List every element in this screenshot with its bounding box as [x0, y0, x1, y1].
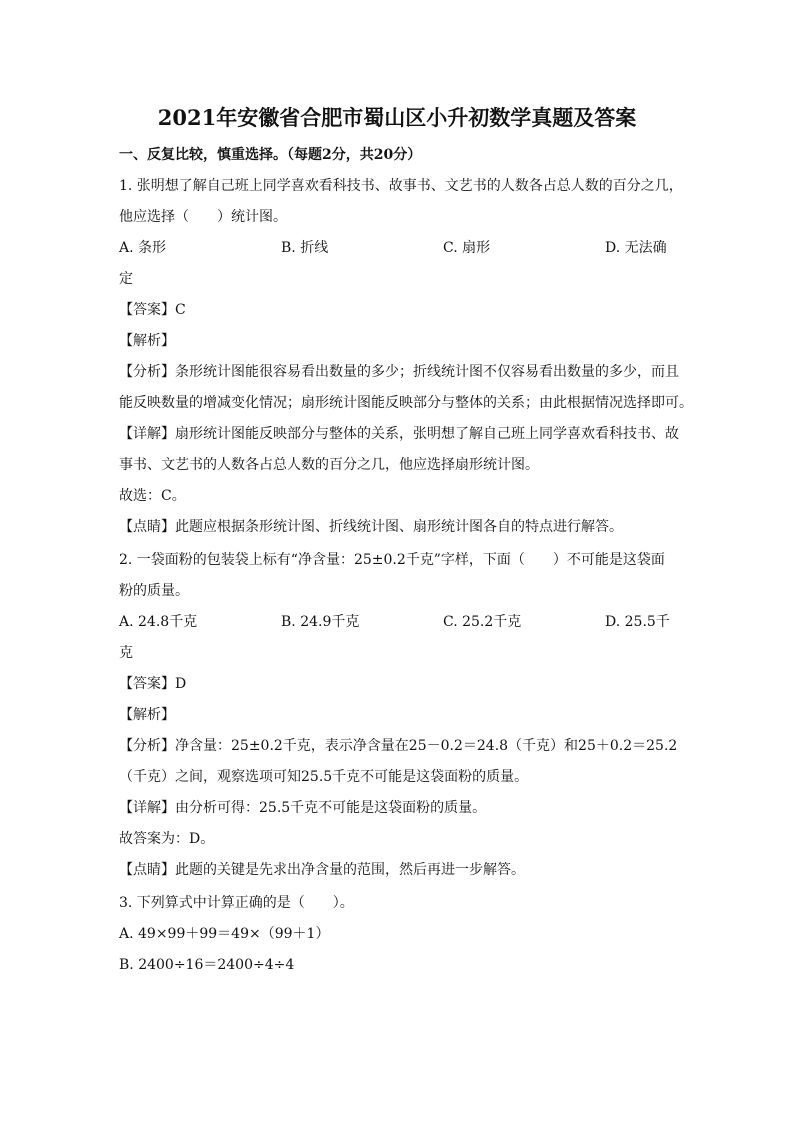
q1-option-d-continued: 定	[119, 271, 133, 287]
q1-xiangjie-line1: 【详解】扇形统计图能反映部分与整体的关系，张明想了解自己班上同学喜欢看科技书、故	[119, 426, 679, 442]
q2-fenxi-line2: （千克）之间，观察选项可知25.5千克不可能是这袋面粉的质量。	[119, 769, 529, 785]
q1-fenxi-line2: 能反映数量的增减变化情况；扇形统计图能反映部分与整体的关系；由此根据情况选择即可。	[119, 395, 693, 411]
section-heading: 一、反复比较，慎重选择。（每题2分，共20分）	[119, 147, 422, 163]
q2-answer: 【答案】D	[119, 676, 187, 692]
q3-option-b: B. 2400÷16＝2400÷4÷4	[119, 957, 295, 973]
q1-option-b: B. 折线	[281, 240, 329, 256]
q1-analysis-heading: 【解析】	[119, 333, 175, 349]
q2-text-line1: 2. 一袋面粉的包装袋上标有“净含量：25±0.2千克”字样，下面（ ）不可能是这袋面	[119, 552, 665, 568]
q2-text-line2: 粉的质量。	[119, 583, 189, 599]
q1-text-line2: 他应选择（ ）统计图。	[119, 209, 287, 225]
q1-fenxi-line1: 【分析】条形统计图能很容易看出数量的多少；折线统计图不仅容易看出数量的多少，而且	[119, 364, 679, 380]
q2-option-a: A. 24.8千克	[119, 614, 198, 630]
q1-xiangjie-line2: 事书、文艺书的人数各占总人数的百分之几，他应选择扇形统计图。	[119, 457, 539, 473]
q2-dianjing: 【点睛】此题的关键是先求出净含量的范围，然后再进一步解答。	[119, 862, 525, 878]
q1-text-line1: 1. 张明想了解自己班上同学喜欢看科技书、故事书、文艺书的人数各占总人数的百分之几，	[119, 178, 683, 194]
q2-option-b: B. 24.9千克	[281, 614, 360, 630]
q2-xiangjie-line1: 【详解】由分析可得：25.5千克不可能是这袋面粉的质量。	[119, 800, 487, 816]
q2-fenxi-line1: 【分析】净含量：25±0.2千克，表示净含量在25－0.2＝24.8（千克）和25＋0.2＝25.2	[119, 738, 678, 754]
q1-option-a: A. 条形	[119, 240, 167, 256]
q1-dianjing: 【点睛】此题应根据条形统计图、折线统计图、扇形统计图各自的特点进行解答。	[119, 519, 623, 535]
page-title: 2021年安徽省合肥市蜀山区小升初数学真题及答案	[157, 105, 637, 130]
q3-text-line1: 3. 下列算式中计算正确的是（ ）。	[119, 895, 354, 911]
q2-result: 故答案为：D。	[119, 831, 215, 847]
q3-option-a: A. 49×99＋99＝49×（99＋1）	[119, 926, 330, 942]
q2-analysis-heading: 【解析】	[119, 707, 175, 723]
q2-option-c: C. 25.2千克	[443, 614, 522, 630]
q2-option-d: D. 25.5千	[605, 614, 670, 630]
q1-option-c: C. 扇形	[443, 240, 491, 256]
q1-result: 故选：C。	[119, 488, 186, 504]
q1-option-d: D. 无法确	[605, 240, 667, 256]
q1-answer: 【答案】C	[119, 302, 186, 318]
q2-option-d-continued: 克	[119, 645, 133, 661]
